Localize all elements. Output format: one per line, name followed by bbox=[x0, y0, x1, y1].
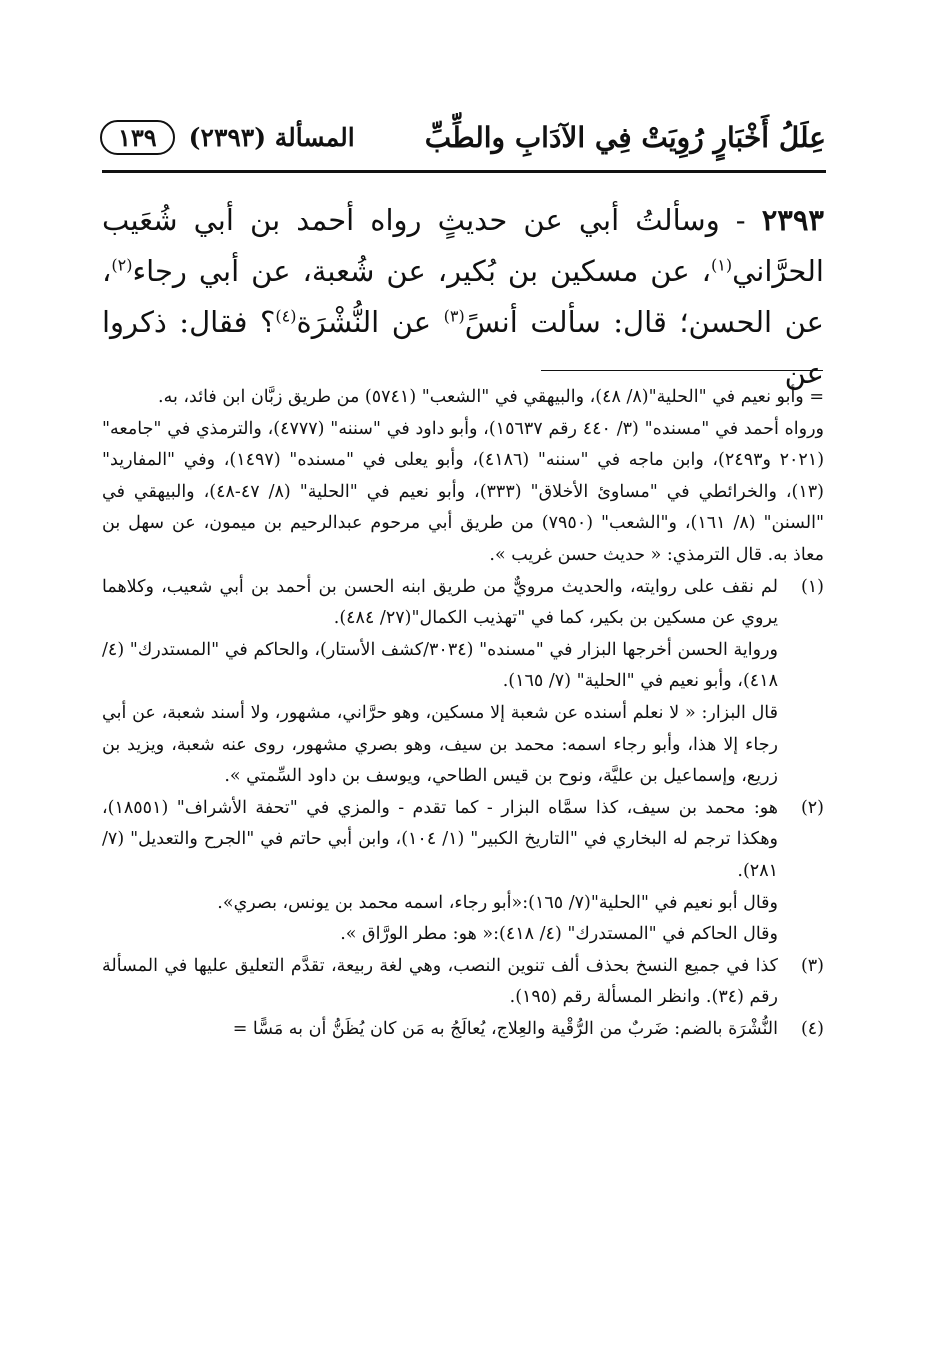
footnote-ref-2[interactable]: (٢) bbox=[111, 255, 133, 275]
footnote-4 bbox=[102, 1014, 824, 1046]
footnote-ref-1[interactable]: (١) bbox=[710, 255, 733, 275]
page-number: ١٣٩ bbox=[100, 120, 175, 155]
footnote-paragraph: وقال أبو نعيم في "الحلية"(٧/ ١٦٥):«أبو رجاء، اسمه محمد بن يونس، بصري». bbox=[217, 892, 778, 913]
footnote-body bbox=[102, 951, 778, 1014]
footnote-body bbox=[102, 793, 778, 951]
footnote-body bbox=[102, 572, 778, 793]
issue-number: ٢٣٩٣ bbox=[761, 203, 824, 237]
footnote-number: (٣) bbox=[800, 955, 824, 976]
footnote-paragraph: ورواية الحسن أخرجها البزار في "مسنده" (٣٠٣٤/كشف الأستار)، والحاكم في "المستدرك" (٤/ ٤١٨)، وأبو نعيم في "الحلية" (٧/ ١٦٥). bbox=[102, 639, 778, 692]
main-text-a: - وسألتُ أبي عن حديثٍ رواه أحمد بن أبي شُعَيب الحرَّاني bbox=[102, 203, 824, 288]
footnote-continuation bbox=[102, 382, 824, 572]
footnote-paragraph: هو: محمد بن سيف، كذا سمَّاه البزار - كما تقدم - والمزي في "تحفة الأشراف" (١٨٥٥١)، وهكذا ترجم له البخاري في "التاريخ الكبير" (١/ ١٠٤)، وابن أبي حاتم في "الجرح والتعديل" (٧/ ٢٨١). bbox=[102, 797, 778, 881]
main-text-e: ؟ فقال: ذكروا عن bbox=[102, 305, 824, 390]
main-text-c: ، عن الحسن؛ قال: سألت أنسً bbox=[102, 254, 824, 339]
footnote-paragraph: وقال الحاكم في "المستدرك" (٤/ ٤١٨):« هو: مطر الورَّاق ». bbox=[340, 924, 778, 945]
footnote-number: (٤) bbox=[800, 1018, 824, 1039]
running-header bbox=[100, 112, 826, 162]
footnote-ref-4[interactable]: (٤) bbox=[275, 306, 297, 326]
footnote-paragraph: كذا في جميع النسخ بحذف ألف تنوين النصب، وهي لغة ربيعة، تقدَّم التعليق عليها في المسألة رقم (٣٤). وانظر المسألة رقم (١٩٥). bbox=[102, 955, 778, 1008]
footnote-ref-3[interactable]: (٣) bbox=[443, 306, 465, 326]
footnote-body bbox=[102, 1014, 778, 1046]
header-rule bbox=[102, 170, 826, 173]
main-text-b: ، عن مسكين بن بُكير، عن شُعبة، عن أبي رجاء bbox=[132, 254, 711, 288]
header-issue-group bbox=[100, 120, 355, 155]
main-text bbox=[102, 195, 824, 399]
footnote-3 bbox=[102, 951, 824, 1014]
footnotes bbox=[102, 382, 824, 1045]
issue-paragraph bbox=[102, 195, 824, 399]
continuation-paragraph: ورواه أحمد في "مسنده" (٣/ ٤٤٠ رقم ١٥٦٣٧)، وأبو داود في "سننه" (٤٧٧٧)، والترمذي في "جامعه" (٢٠٢١ و٢٤٩٣)، وابن ماجه في "سننه" (٤١٨٦)، وأبو يعلى في "مسنده" (١٤٩٧)، وفي "المفاريد" (١٣)، والخرائطي في "مساوئ الأخلاق" (٣٣٣)، وأبو نعيم في "الحلية" (٨/ ٤٧-٤٨)، والبيهقي في "السنن" (٨/ ١٦١)، و"الشعب" (٧٩٥٠) من طريق أبي مرحوم عبدالرحيم بن ميمون، عن سهل بن معاذ به. قال الترمذي: « حديث حسن غريب ». bbox=[102, 418, 825, 565]
footnote-number: (٢) bbox=[800, 797, 824, 818]
book-title: عِلَلُ أَخْبَارٍ رُوِيَتْ فِي الآدَابِ والطِّبِّ bbox=[424, 120, 826, 154]
footnote-number: (١) bbox=[800, 576, 824, 597]
footnote-2 bbox=[102, 793, 824, 951]
footnote-paragraph: النُّشْرَة بالضم: ضَربٌ من الرُّقْية والعِلاج، يُعالَجُ به مَن كان يُظَنُّ أن به مَسًّا = bbox=[232, 1018, 778, 1039]
main-text-d: عن النُّشْرَة bbox=[296, 305, 444, 339]
footnotes-rule bbox=[541, 370, 823, 371]
footnote-paragraph: قال البزار: « لا نعلم أسنده عن شعبة إلا مسكين، وهو حرَّاني، مشهور، ولا أسند شعبة، عن أبي رجاء إلا هذا، وأبو رجاء اسمه: محمد بن سيف، وهو بصري مشهور، روى عنه شعبة، ويزيد بن زريع، وإسماعيل بن عليَّة، ونوح بن قيس الطاحي، ويوسف بن داود السِّمتي ». bbox=[102, 702, 778, 787]
continuation-paragraph: = وأبو نعيم في "الحلية"(٨/ ٤٨)، والبيهقي في "الشعب" (٥٧٤١) من طريق زبَّان ابن فائد، به. bbox=[158, 387, 824, 407]
footnote-1 bbox=[102, 572, 824, 793]
issue-label: المسألة (٢٣٩٣) bbox=[188, 122, 355, 152]
footnote-paragraph: لم نقف على روايته، والحديث مرويٌّ من طريق ابنه الحسن بن أحمد بن أبي شعيب، وكلاهما يروي عن مسكين بن بكير، كما في "تهذيب الكمال"(٢٧/ ٤٨٤). bbox=[102, 576, 778, 629]
